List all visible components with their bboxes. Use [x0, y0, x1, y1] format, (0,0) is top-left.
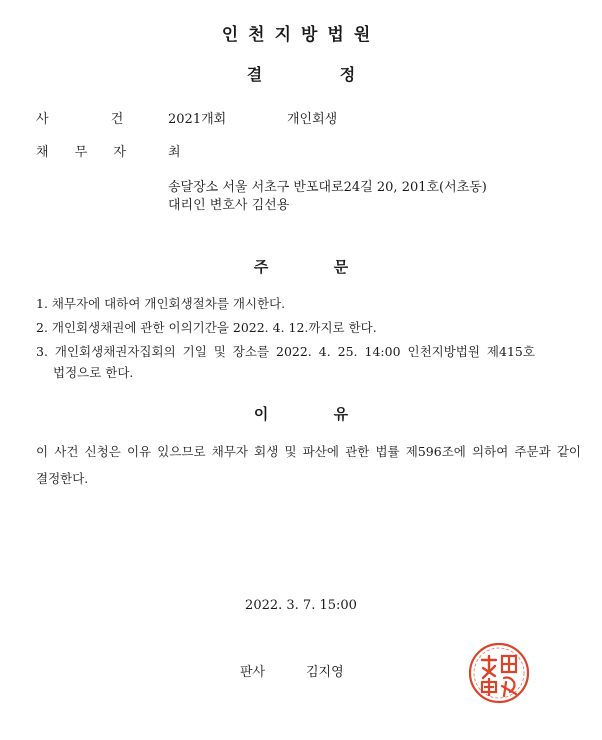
- order-heading: 주 문: [253, 258, 349, 276]
- order-item-continuation: 법정으로 한다.: [53, 365, 134, 380]
- judge-seal-icon: [468, 642, 530, 704]
- judge-title: 판사: [240, 665, 266, 680]
- court-name: 인천지방법원: [221, 25, 381, 45]
- debtor-name: 최: [168, 145, 181, 160]
- judge-name: 김지영: [306, 665, 344, 680]
- decision-date: 2022. 3. 7. 15:00: [245, 598, 357, 613]
- case-number: 2021개회: [168, 112, 227, 127]
- case-name: 개인회생: [287, 112, 338, 127]
- order-item: 2. 개인회생채권에 관한 이의기간을 2022. 4. 12.까지로 한다.: [36, 320, 377, 335]
- order-item: 3. 개인회생채권자집회의 기일 및 장소를 2022. 4. 25. 14:00 인천지방법원 제415호: [36, 344, 535, 359]
- order-item: 1. 채무자에 대하여 개인회생절차를 개시한다.: [36, 296, 286, 311]
- representative: 대리인 변호사 김선용: [168, 198, 290, 213]
- reason-heading: 이 유: [253, 405, 349, 423]
- debtor-label: 채 무 자: [36, 145, 126, 160]
- reason-text: 이 사건 신청은 이유 있으므로 채무자 회생 및 파산에 관한 법률 제596조에 의하여 주문과 같이 결정한다.: [36, 444, 581, 486]
- service-address: 송달장소 서울 서초구 반포대로24길 20, 201호(서초동): [168, 180, 487, 195]
- document-type: 결 정: [246, 65, 356, 84]
- case-label: 사 건: [36, 112, 124, 127]
